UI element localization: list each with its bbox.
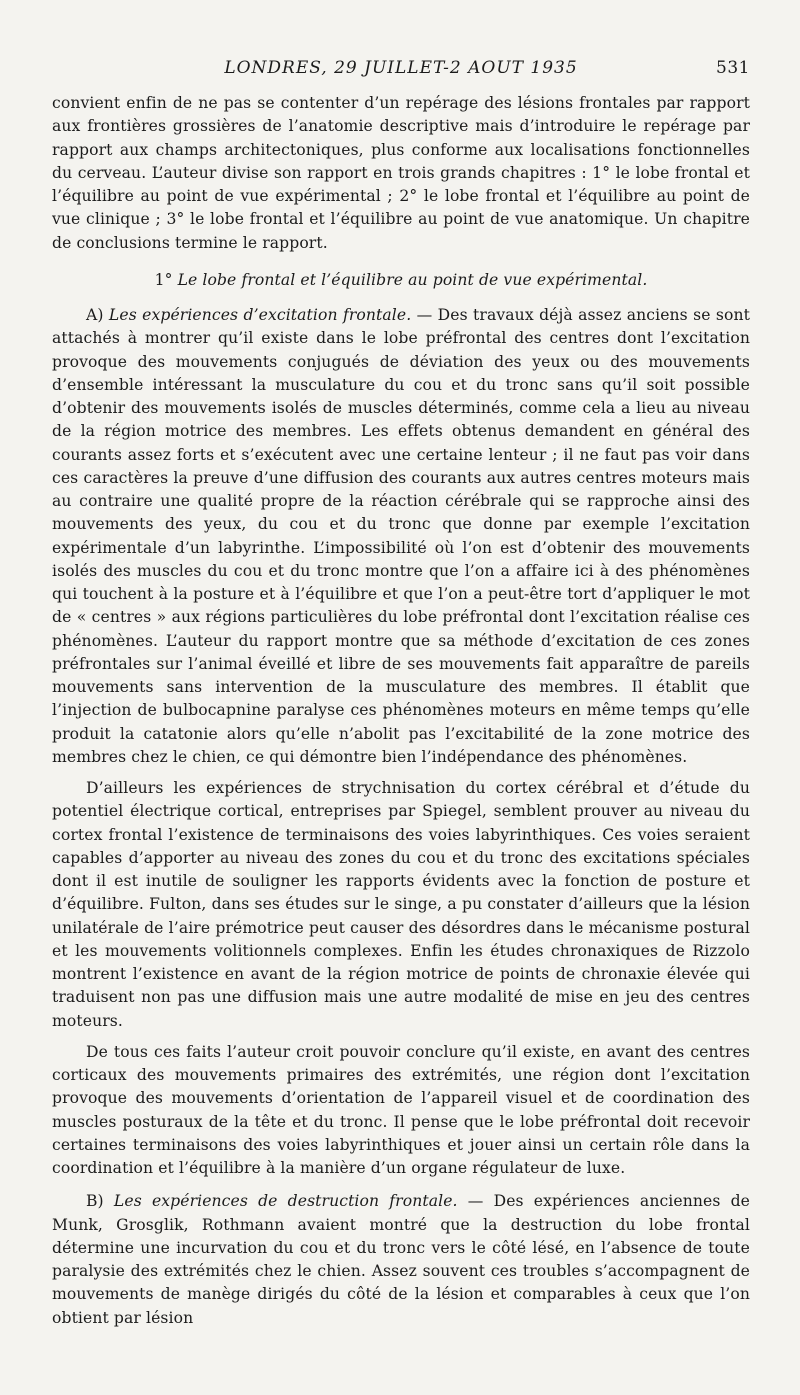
page-number: 531 [716,58,750,78]
running-head-title: LONDRES, 29 JUILLET-2 AOUT 1935 [224,58,578,78]
article-body [52,92,750,1330]
subsection-b-label: B) [86,1192,104,1211]
section-number: 1° [154,270,173,289]
paragraph-strychnine: D’ailleurs les expériences de strychnisation du cortex cérébral et d’étude du potentiel électrique cortical, entreprises par Spiegel, semblent prouver au niveau du cortex frontal l’existence de terminaisons des voies labyrinthiques. Ces voies seraient capables d’apporter au niveau des zones du cou et du tronc des excitations spéciales dont il est inutile de souligner les rapports évidents avec la fonction de posture et d’équilibre. Fulton, dans ses études sur le singe, a pu constater d’ailleurs que la lésion unilatérale de l’aire prémotrice peut causer des désordres dans le mécanisme postural et les mouvements volitionnels complexes. Enfin les études chronaxiques de Rizzolo montrent l’existence en avant de la région motrice de points de chronaxie élevée qui traduisent non pas une diffusion mais une autre modalité de mise en jeu des centres moteurs. [52,779,750,1030]
paragraph-destruction [52,1190,750,1330]
section-heading [52,269,750,292]
running-head [52,58,750,82]
subsection-a-title: Les expériences d’excitation frontale. [108,306,412,324]
paragraph-excitation [52,304,750,769]
subsection-a-text: — Des travaux déjà assez anciens se sont attachés à montrer qu’il existe dans le lobe préfrontal des centres dont l’excitation provoque des mouvements conjugués de déviation des yeux ou des mouvements d’ensemble intéressant la musculature du cou et du tronc sans qu’il soit possible d’obtenir des mouvements isolés de muscles déterminés, comme cela a lieu au niveau de la région motrice des membres. Les effets obtenus demandent en général des courants assez forts et s’exécutent avec une certaine lenteur ; il ne faut pas voir dans ces caractères la preuve d’une diffusion des courants aux autres centres moteurs mais au contraire une qualité propre de la réaction cérébrale qui se rapproche ainsi des mouvements des yeux, du cou et du tronc que donne par exemple l’excitation expérimentale d’un labyrinthe. L’impossibilité où l’on est d’obtenir des mouvements isolés des muscles du cou et du tronc montre que l’on a affaire ici à des phénomènes qui touchent à la posture et à l’équilibre et que l’on a peut-être tort d’appliquer le mot de « centres » aux régions particulières du lobe préfrontal dont l’excitation réalise ces phénomènes. L’auteur du rapport montre que sa méthode d’excitation de ces zones préfrontales sur l’animal éveillé et libre de ses mouvements fait apparaître de pareils mouvements sans intervention de la musculature des membres. Il établit que l’injection de bulbocapnine paralyse ces phénomènes moteurs en même temps qu’elle produit la catatonie alors qu’elle n’abolit pas l’excitabilité de la zone motrice des membres chez le chien, ce qui démontre bien l’indépendance des phénomènes. [52,306,751,766]
paragraph-conclusion: De tous ces faits l’auteur croit pouvoir conclure qu’il existe, en avant des centres corticaux des mouvements primaires des extrémités, une région dont l’excitation provoque des mouvements d’orientation de l’appareil visuel et de coordination des muscles posturaux de la tête et du tronc. Il pense que le lobe préfrontal doit recevoir certaines terminaisons des voies labyrinthiques et jouer ainsi un certain rôle dans la coordination et l’équilibre à la manière d’un organe régulateur de luxe. [52,1042,750,1177]
subsection-b-title: Les expériences de destruction frontale. [113,1192,458,1211]
section-title: Le lobe frontal et l’équilibre au point de vue expérimental. [177,270,648,289]
subsection-b-text: — Des expériences anciennes de Munk, Grosglik, Rothmann avaient montré que la destruction du lobe frontal détermine une incurvation du cou et du tronc vers le côté lésé, en l’absence de toute paralysie des extrémités chez le chien. Assez souvent ces troubles s’accompagnent de mouvements de manège dirigés du côté de la lésion et comparables à ceux que l’on obtient par lésion [52,1192,750,1327]
subsection-a-label: A) [86,306,104,324]
paragraph-continuation: convient enfin de ne pas se contenter d’un repérage des lésions frontales par rapport aux frontières grossières de l’anatomie descriptive mais d’introduire le repérage par rapport aux champs architectoniques, plus conforme aux localisations fonctionnelles du cerveau. L’auteur divise son rapport en trois grands chapitres : 1° le lobe frontal et l’équilibre au point de vue expérimental ; 2° le lobe frontal et l’équilibre au point de vue clinique ; 3° le lobe frontal et l’équilibre au point de vue anatomique. Un chapitre de conclusions termine le rapport. [52,94,750,252]
